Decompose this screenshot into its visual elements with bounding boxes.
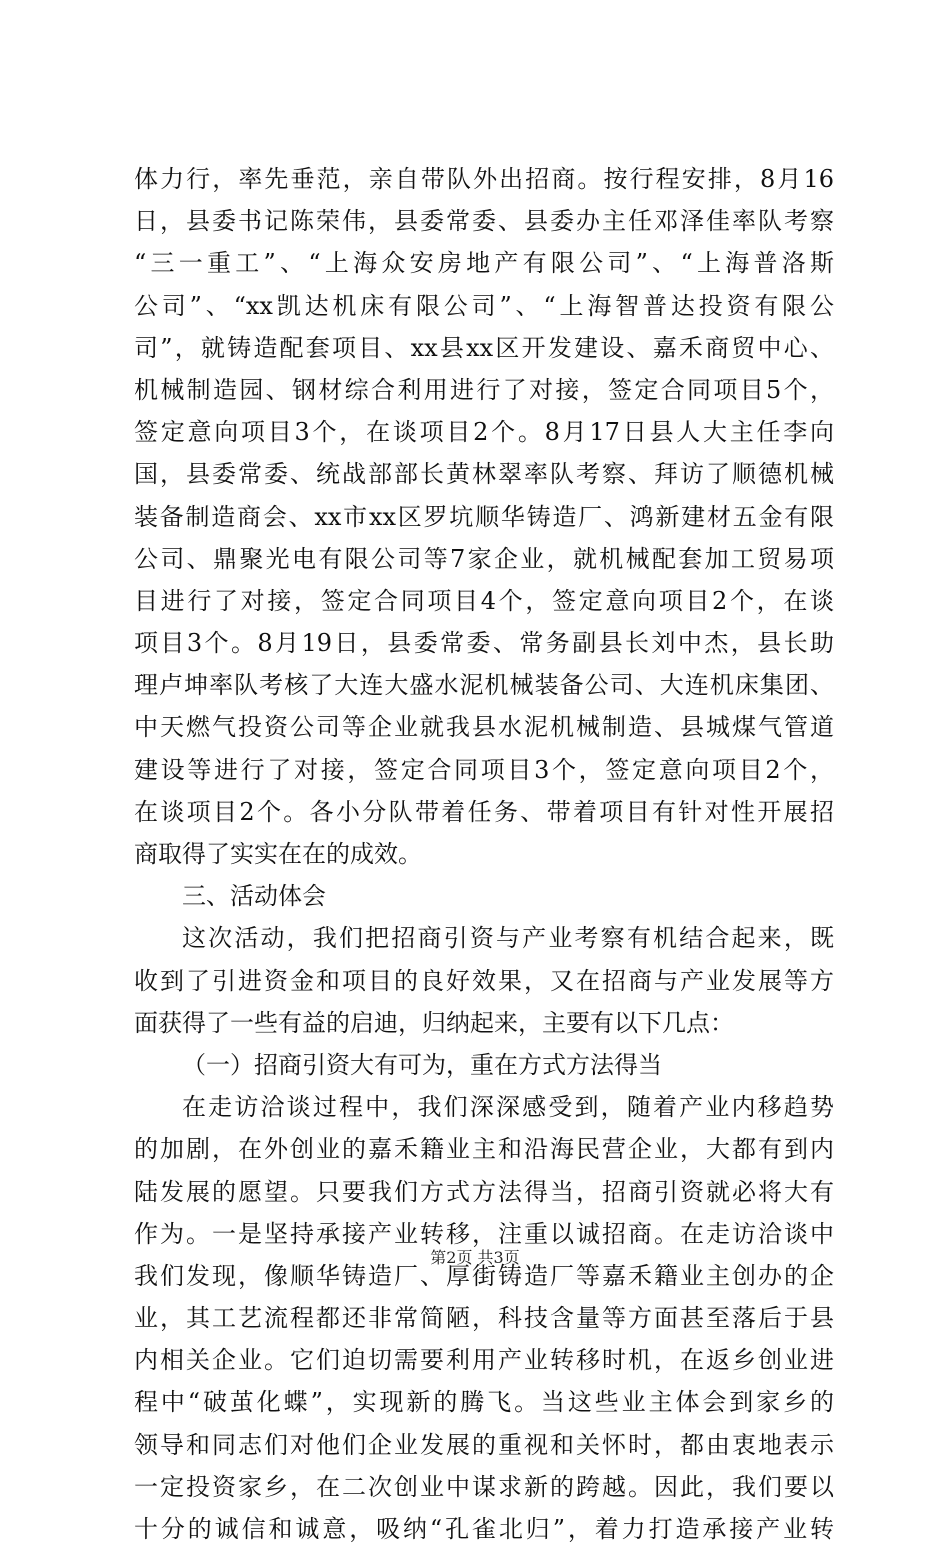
body-line: 建设等进行了对接，签定合同项目3个，签定意向项目2个， (134, 755, 834, 784)
body-line: 领导和同志们对他们企业发展的重视和关怀时，都由衷地表示 (134, 1430, 834, 1459)
body-line: 项目3个。8月19日，县委常委、常务副县长刘中杰，县长助 (134, 629, 834, 658)
document-body (134, 158, 834, 1550)
body-line: 在谈项目2个。各小分队带着任务、带着项目有针对性开展招 (134, 797, 834, 826)
body-line: 陆发展的愿望。只要我们方式方法得当，招商引资就必将大有 (134, 1177, 834, 1206)
body-line: 这次活动，我们把招商引资与产业考察有机结合起来，既 (182, 924, 834, 953)
body-line: 程中“破茧化蝶”，实现新的腾飞。当这些业主体会到家乡的 (134, 1388, 834, 1417)
body-line: 中天燃气投资公司等企业就我县水泥机械制造、县城煤气管道 (134, 713, 834, 742)
body-line: 十分的诚信和诚意，吸纳“孔雀北归”，着力打造承接产业转 (134, 1515, 834, 1543)
body-line: 理卢坤率队考核了大连大盛水泥机械装备公司、大连机床集团、 (134, 671, 834, 700)
body-line: 目进行了对接，签定合同项目4个，签定意向项目2个，在谈 (134, 586, 834, 615)
body-line: “三一重工”、“上海众安房地产有限公司”、“上海普洛斯 (134, 249, 834, 278)
body-line: 面获得了一些有益的启迪，归纳起来，主要有以下几点： (134, 1008, 734, 1037)
body-line: 收到了引进资金和项目的良好效果，又在招商与产业发展等方 (134, 966, 834, 995)
subsection-heading: （一）招商引资大有可为，重在方式方法得当 (182, 1050, 662, 1079)
body-line: 作为。一是坚持承接产业转移，注重以诚招商。在走访洽谈中 (134, 1219, 834, 1248)
body-line: 商取得了实实在在的成效。 (134, 840, 422, 868)
body-line: 日，县委书记陈荣伟，县委常委、县委办主任邓泽佳率队考察 (134, 207, 834, 236)
body-line: 司”，就铸造配套项目、xx县xx区开发建设、嘉禾商贸中心、 (134, 333, 834, 362)
body-line: 机械制造园、钢材综合利用进行了对接，签定合同项目5个， (134, 375, 834, 404)
body-line: 公司”、“xx凯达机床有限公司”、“上海智普达投资有限公 (134, 291, 834, 320)
body-line: 装备制造商会、xx市xx区罗坑顺华铸造厂、鸿新建材五金有限 (134, 502, 834, 531)
page-footer: 第2页 共3页 (430, 1248, 520, 1267)
body-line: 体力行，率先垂范，亲自带队外出招商。按行程安排，8月16 (134, 165, 834, 193)
body-line: 业，其工艺流程都还非常简陋，科技含量等方面甚至落后于县 (134, 1304, 834, 1333)
body-line: 在走访洽谈过程中，我们深深感受到，随着产业内移趋势 (182, 1093, 834, 1122)
body-line: 公司、鼎聚光电有限公司等7家企业，就机械配套加工贸易项 (134, 544, 834, 573)
body-line: 我们发现，像顺华铸造厂、厚街铸造厂等嘉禾籍业主创办的企 (134, 1261, 834, 1290)
body-line: 的加剧，在外创业的嘉禾籍业主和沿海民营企业，大都有到内 (134, 1135, 834, 1164)
body-line: 内相关企业。它们迫切需要利用产业转移时机，在返乡创业进 (134, 1346, 834, 1375)
body-line: 国，县委常委、统战部部长黄林翠率队考察、拜访了顺德机械 (134, 460, 834, 489)
body-line: 签定意向项目3个，在谈项目2个。8月17日县人大主任李向 (134, 418, 834, 447)
body-line: 一定投资家乡，在二次创业中谋求新的跨越。因此，我们要以 (134, 1472, 834, 1501)
section-heading: 三、活动体会 (182, 882, 326, 911)
